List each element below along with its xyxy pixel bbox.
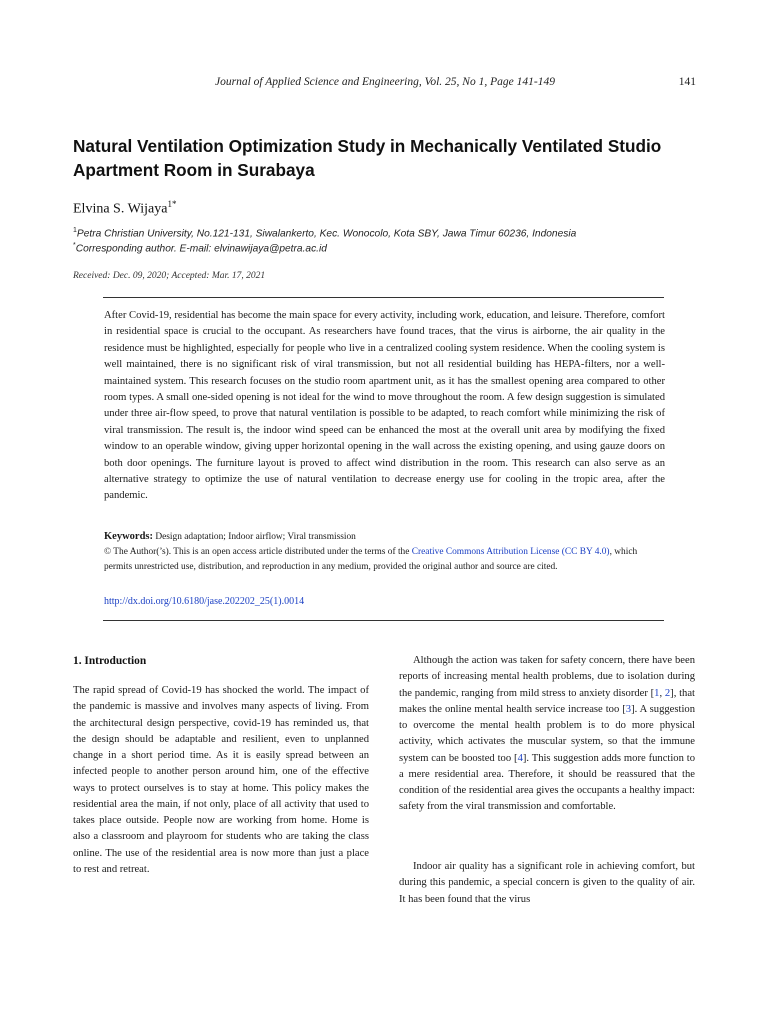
received-accepted-dates: Received: Dec. 09, 2020; Accepted: Mar. 17, 2021: [73, 271, 266, 281]
paragraph-text: ]. This suggestion adds more function to a mere residential area. Therefore, it should be reassured that the condition of the residential area gives the occupants a healthy impact: safety from the viral transmission and comfortable.: [399, 752, 696, 813]
citation-link-2[interactable]: 2: [664, 687, 671, 699]
affiliation: [73, 227, 703, 239]
keywords: [104, 531, 665, 542]
affiliation-mark: 1: [73, 227, 77, 234]
corresponding-author: [73, 242, 703, 254]
author-name: Elvina S. Wijaya: [73, 201, 168, 217]
running-head: Journal of Applied Science and Engineering, Vol. 25, No 1, Page 141-149: [215, 76, 555, 88]
paragraph-text: Although the action was taken for safety concern, there have been reports of increasing mental health problems, due to isolation during the pandemic, ranging from mild stress to anxiety disorder [: [399, 655, 695, 699]
license-text-before: © The Author(’s). This is an open access article distributed under the terms of the: [104, 547, 412, 557]
citation-link-4[interactable]: 4: [517, 752, 523, 764]
license-text-after: , which permits unrestricted use, distribution, and reproduction in any medium, provided the original author and source are cited.: [104, 547, 638, 572]
license-notice: [104, 545, 665, 574]
abstract-text: After Covid-19, residential has become the main space for every activity, including work, education, and leisure. Therefore, comfort in residential space is crucial to the occupant. As researchers have found traces, that the virus is airborne, the air quality in the residence must be highlighted, especially for people who live in a centralized cooling system residence. When the cooling system is well maintained, there is no significant risk of viral transmission, but not all residential building has HEPA-filters, nor a well-maintained system. This research focuses on the studio room apartment unit, as it has the smallest opening area compared to other room types. A small one-sided opening is not ideal for the wind to move throughout the room. A few design suggestion is simulated under three air-flow speed, to prove that natural ventilation is possible to be adapted, to reach comfort while minimizing the risk of viral transmission. The result is, the indoor wind speed can be enhanced the most at the overall unit area by modifying the fixed window to an operable window, giving upper horizontal opening in the wall across the existing opening, and using gauze doors on both door openings. The furniture layout is proved to affect wind distribution in the room. This research can also serve as an alternative strategy to optimize the use of natural ventilation to decrease energy use for cooling in the tropic area, after the pandemic.: [104, 310, 665, 502]
paragraph-text: ]. A suggestion to overcome the mental health problem is to do more physical activity, which activates the muscular system, so that the immune system can be boosted too [: [399, 703, 695, 764]
author-mark: 1*: [167, 199, 177, 209]
keywords-label: Keywords:: [104, 531, 153, 542]
paragraph-text: ], that makes the online mental health service increase too [: [399, 687, 695, 715]
license-link[interactable]: Creative Commons Attribution License (CC BY 4.0): [411, 547, 610, 557]
abstract-top-rule: [103, 297, 664, 298]
corresponding-text: Corresponding author. E-mail: elvinawijaya@petra.ac.id: [75, 243, 327, 255]
corresponding-mark: *: [73, 242, 76, 249]
citation-separator: ,: [659, 687, 665, 699]
intro-paragraph-left: The rapid spread of Covid-19 has shocked the world. The impact of the pandemic is massive and involves many aspects of living. From the architectural design perspective, covid-19 has reminded us, that the design should be adaptable and resilient, even to unplanned change in a short period time. As it is easily spread between an infected people to another person around him, one of the effective ways to protect ourselves is to stay at home. This policy makes the residential area the main, if not only, place of all activity that used to takes place outside. People now are working from home. Home is also a classroom and playroom for students who are taking the class online. The use of the residential area is now more than just a place to rest and retreat.: [73, 685, 369, 875]
page-number: 141: [678, 76, 696, 88]
intro-paragraph-right-1: [399, 653, 695, 816]
citation-link-3[interactable]: 3: [625, 703, 632, 715]
author-line: [73, 199, 176, 218]
keywords-values: Design adaptation; Indoor airflow; Viral transmission: [155, 532, 356, 542]
doi-link[interactable]: http://dx.doi.org/10.6180/jase.202202_25(1).0014: [104, 596, 305, 607]
affiliation-text: Petra Christian University, No.121-131, Siwalankerto, Kec. Wonocolo, Kota SBY, Jawa Timur 60236, Indonesia: [76, 228, 577, 240]
section-heading-introduction: 1. Introduction: [73, 655, 147, 667]
abstract-bottom-rule: [103, 620, 664, 621]
citation-link-1[interactable]: 1: [654, 687, 660, 699]
intro-paragraph-right-2: Indoor air quality has a significant role in achieving comfort, but during this pandemic, a special concern is given to the quality of air. It has been found that the virus: [399, 861, 695, 905]
article-title: Natural Ventilation Optimization Study in Mechanically Ventilated Studio Apartment Room in Surabaya: [73, 136, 662, 180]
